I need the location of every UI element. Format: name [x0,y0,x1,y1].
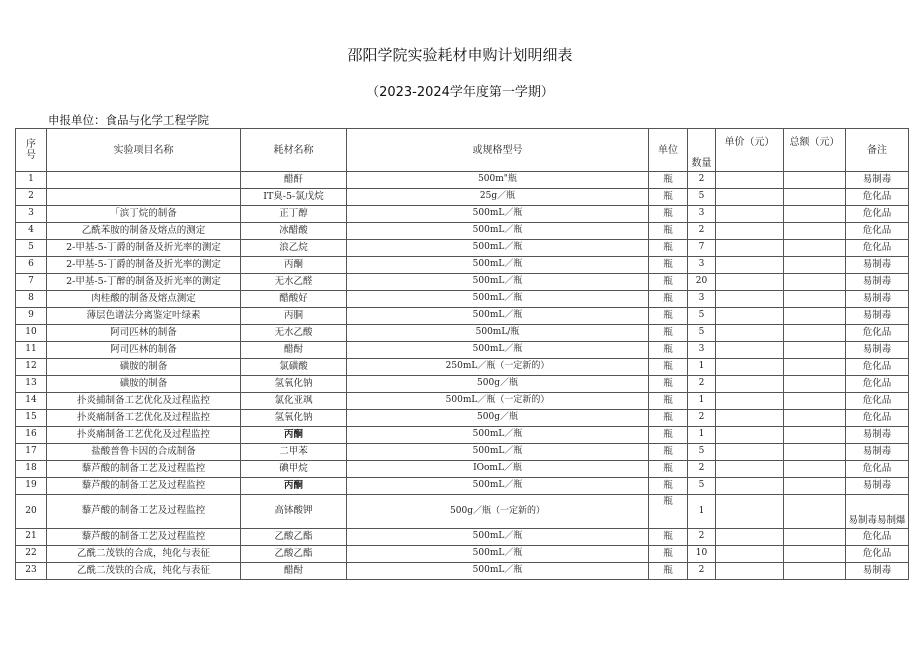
row-qty: 5 [688,325,716,342]
row-index: 8 [16,291,47,308]
table-row [16,461,909,478]
row-price [716,308,784,325]
table-row [16,444,909,461]
row-project: 盐酸普鲁卡因的合成制备 [47,444,241,461]
row-price [716,546,784,563]
table-row [16,376,909,393]
row-spec: 500mL／瓶 [347,206,649,223]
row-price [716,359,784,376]
row-material: 无水乙醛 [241,274,347,291]
row-material: 无水乙酸 [241,325,347,342]
row-unit: 瓶 [649,206,688,223]
row-material: 乙酸乙酯 [241,529,347,546]
row-price [716,410,784,427]
row-qty: 2 [688,563,716,580]
row-index: 10 [16,325,47,342]
row-qty: 5 [688,308,716,325]
row-spec: 500mL／瓶 [347,274,649,291]
table-row [16,359,909,376]
row-note: 易制毒 [846,291,909,308]
row-note: 易制毒 [846,563,909,580]
row-total [784,393,846,410]
row-total [784,206,846,223]
table-row [16,410,909,427]
row-total [784,291,846,308]
row-qty: 2 [688,461,716,478]
row-material: 醋酸好 [241,291,347,308]
row-price [716,495,784,529]
row-total [784,495,846,529]
row-index: 20 [16,495,47,529]
row-unit: 瓶 [649,410,688,427]
row-total [784,172,846,189]
row-price [716,189,784,206]
row-price [716,393,784,410]
row-material: 醋酐 [241,172,347,189]
row-total [784,563,846,580]
row-unit: 瓶 [649,563,688,580]
row-total [784,257,846,274]
row-note: 易制毒 [846,478,909,495]
row-total [784,478,846,495]
row-spec: 500mL／瓶 [347,342,649,359]
row-spec: 500g／瓶 [347,376,649,393]
row-material: IT臭-5-氯戊烷 [241,189,347,206]
row-unit: 瓶 [649,274,688,291]
row-price [716,206,784,223]
row-index: 1 [16,172,47,189]
table-row [16,223,909,240]
row-qty: 3 [688,291,716,308]
header-material: 耗材名称 [241,129,347,172]
row-note: 易制毒 [846,257,909,274]
row-note: 易制毒 [846,342,909,359]
row-material: 碘甲烷 [241,461,347,478]
row-unit: 瓶 [649,393,688,410]
row-qty: 7 [688,240,716,257]
row-note: 危化品 [846,461,909,478]
row-index: 11 [16,342,47,359]
row-price [716,461,784,478]
row-qty: 2 [688,223,716,240]
header-note: 备注 [846,129,909,172]
row-price [716,325,784,342]
row-qty: 1 [688,359,716,376]
row-spec: 500mL／瓶 [347,563,649,580]
row-index: 17 [16,444,47,461]
row-total [784,359,846,376]
row-qty: 10 [688,546,716,563]
applicant-unit-label: 申报单位： [48,113,106,127]
row-qty: 5 [688,444,716,461]
row-qty: 5 [688,189,716,206]
row-spec: 500g／瓶 [347,410,649,427]
row-spec: 500mL／瓶 [347,478,649,495]
row-unit: 瓶 [649,461,688,478]
row-spec: 500mL／瓶 [347,257,649,274]
row-unit: 瓶 [649,546,688,563]
row-qty: 3 [688,342,716,359]
row-total [784,444,846,461]
row-index: 15 [16,410,47,427]
row-spec: 25g／瓶 [347,189,649,206]
row-unit: 瓶 [649,342,688,359]
row-qty: 2 [688,172,716,189]
row-unit: 瓶 [649,495,688,529]
row-qty: 1 [688,495,716,529]
row-material: 正丁醇 [241,206,347,223]
row-total [784,189,846,206]
table-row [16,189,909,206]
row-total [784,427,846,444]
row-price [716,376,784,393]
row-total [784,546,846,563]
row-qty: 2 [688,376,716,393]
row-project: 「滨丁烷的制备 [47,206,241,223]
row-total [784,240,846,257]
row-unit: 瓶 [649,444,688,461]
row-project: 肉桂酸的制备及熔点测定 [47,291,241,308]
row-project: 2-甲基-5-丁爵的制备及折光率的测定 [47,240,241,257]
row-material: 醋酎 [241,563,347,580]
row-unit: 瓶 [649,291,688,308]
row-spec: 500mL／瓶 [347,427,649,444]
row-unit: 瓶 [649,359,688,376]
row-unit: 瓶 [649,478,688,495]
row-material: 高钵酸钾 [241,495,347,529]
row-index: 14 [16,393,47,410]
row-price [716,563,784,580]
table-row [16,495,909,529]
row-project: 乙酰二茂铁的合成，纯化与表征 [47,546,241,563]
row-total [784,529,846,546]
row-index: 22 [16,546,47,563]
row-price [716,529,784,546]
row-note: 危化品 [846,325,909,342]
table-row [16,546,909,563]
table-row [16,206,909,223]
row-index: 16 [16,427,47,444]
row-note: 危化品 [846,359,909,376]
row-material: 氯磺酸 [241,359,347,376]
row-note: 易制毒 [846,427,909,444]
table-row [16,427,909,444]
row-price [716,240,784,257]
page-subtitle: （2023-2024学年度第一学期） [366,85,554,100]
row-project: 藜芦酸的制备工艺及过程监控 [47,529,241,546]
row-project: 扑炎捕制备工艺优化及过程监控 [47,393,241,410]
row-material: 二甲苯 [241,444,347,461]
row-unit: 瓶 [649,427,688,444]
row-qty: 1 [688,427,716,444]
applicant-unit-name: 食品与化学工程学院 [105,113,209,127]
header-qty: 数量 [688,129,716,172]
applicant-unit [48,112,209,128]
row-spec: 500g／瓶（一定新的） [347,495,649,529]
row-material: 冰醋酸 [241,223,347,240]
row-spec: 250mL／瓶（一定新的） [347,359,649,376]
row-note: 易制毒 [846,274,909,291]
row-spec: 500mL／瓶 [347,223,649,240]
table-row [16,563,909,580]
row-note: 危化品 [846,529,909,546]
table-row [16,529,909,546]
row-price [716,444,784,461]
row-price [716,291,784,308]
table-row [16,240,909,257]
row-price [716,342,784,359]
row-total [784,308,846,325]
row-qty: 20 [688,274,716,291]
row-index: 3 [16,206,47,223]
row-spec: IOomL／瓶 [347,461,649,478]
row-price [716,257,784,274]
row-spec: 500mL／瓶 [347,291,649,308]
purchase-table [15,128,909,580]
row-material: 丙酮 [241,427,347,444]
header-project: 实验项目名称 [47,129,241,172]
row-unit: 瓶 [649,172,688,189]
row-note: 易制毒 [846,172,909,189]
row-price [716,172,784,189]
table-row [16,291,909,308]
table-row [16,342,909,359]
row-spec: 500mL／瓶 [347,529,649,546]
row-note: 危化品 [846,393,909,410]
header-price: 单价（元） [716,129,784,172]
row-qty: 3 [688,206,716,223]
row-unit: 瓶 [649,325,688,342]
header-total: 总额（元） [784,129,846,172]
row-index: 6 [16,257,47,274]
row-note: 危化品 [846,376,909,393]
row-project: 藜芦酸的制备工艺及过程监控 [47,495,241,529]
row-material: 丙酮 [241,478,347,495]
row-qty: 1 [688,393,716,410]
row-index: 12 [16,359,47,376]
row-unit: 瓶 [649,240,688,257]
row-total [784,223,846,240]
row-project: 2-甲基-5-丁爵的制备及折光率的测定 [47,257,241,274]
row-price [716,427,784,444]
row-spec: 500mL/瓶 [347,325,649,342]
row-material: 醋酎 [241,342,347,359]
row-price [716,223,784,240]
row-note: 危化品 [846,240,909,257]
row-index: 4 [16,223,47,240]
row-unit: 瓶 [649,223,688,240]
row-project [47,189,241,206]
row-project: 藜芦酸的制备工艺及过程监控 [47,478,241,495]
row-note: 易制毒 [846,308,909,325]
row-total [784,410,846,427]
table-row [16,274,909,291]
row-note: 危化品 [846,223,909,240]
row-spec: 500mL／瓶 [347,308,649,325]
row-spec: 500mL／瓶（一定新的） [347,393,649,410]
row-project: 藜芦酸的制备工艺及过程监控 [47,461,241,478]
row-project: 2-甲基-5-丁醉的制备及折光率的测定 [47,274,241,291]
page-title: 邵阳学院实验耗材申购计划明细表 [347,46,573,64]
table-row [16,257,909,274]
row-price [716,274,784,291]
row-unit: 瓶 [649,189,688,206]
row-note: 危化品 [846,410,909,427]
row-project: 乙酰苯胺的制备及熔点的测定 [47,223,241,240]
row-index: 13 [16,376,47,393]
row-project: 扑炎痛制备工艺优化及过程监控 [47,427,241,444]
row-index: 23 [16,563,47,580]
row-total [784,325,846,342]
row-unit: 瓶 [649,376,688,393]
row-unit: 瓶 [649,529,688,546]
table-row [16,393,909,410]
row-index: 7 [16,274,47,291]
row-spec: 500mL／瓶 [347,444,649,461]
row-material: 氢氧化钠 [241,410,347,427]
row-note: 危化品 [846,206,909,223]
row-qty: 5 [688,478,716,495]
row-price [716,478,784,495]
row-spec: 500mL／瓶 [347,240,649,257]
row-material: 氢氧化钠 [241,376,347,393]
row-qty: 2 [688,410,716,427]
header-unit: 单位 [649,129,688,172]
row-note: 危化品 [846,546,909,563]
row-qty: 2 [688,529,716,546]
table-header-row [16,129,909,172]
row-total [784,461,846,478]
row-project [47,172,241,189]
row-project: 磺胺的制备 [47,376,241,393]
row-index: 2 [16,189,47,206]
row-project: 磺胺的制备 [47,359,241,376]
header-spec: 或规格型号 [347,129,649,172]
row-note: 危化品 [846,189,909,206]
row-material: 丙胴 [241,308,347,325]
row-index: 21 [16,529,47,546]
row-unit: 瓶 [649,257,688,274]
row-project: 阿司匹林的制备 [47,342,241,359]
row-material: 浪乙烷 [241,240,347,257]
header-index: 序 号 [16,129,47,172]
row-spec: 500m"瓶 [347,172,649,189]
row-index: 5 [16,240,47,257]
row-index: 19 [16,478,47,495]
row-total [784,376,846,393]
row-note: 易制毒易制爆 [846,495,909,529]
row-index: 9 [16,308,47,325]
row-project: 薄层色谱法分离鉴定叶绿素 [47,308,241,325]
table-row [16,325,909,342]
row-material: 氯化亚飒 [241,393,347,410]
table-row [16,478,909,495]
row-total [784,274,846,291]
row-total [784,342,846,359]
row-index: 18 [16,461,47,478]
row-material: 乙酸乙酯 [241,546,347,563]
table-row [16,308,909,325]
row-note: 易制毒 [846,444,909,461]
row-project: 阿司匹林的制备 [47,325,241,342]
row-qty: 3 [688,257,716,274]
row-project: 乙酰二茂铁的合成，纯化与表征 [47,563,241,580]
row-spec: 500mL／瓶 [347,546,649,563]
table-row [16,172,909,189]
row-project: 扑炎痛制备工艺优化及过程监控 [47,410,241,427]
row-material: 丙酮 [241,257,347,274]
row-unit: 瓶 [649,308,688,325]
